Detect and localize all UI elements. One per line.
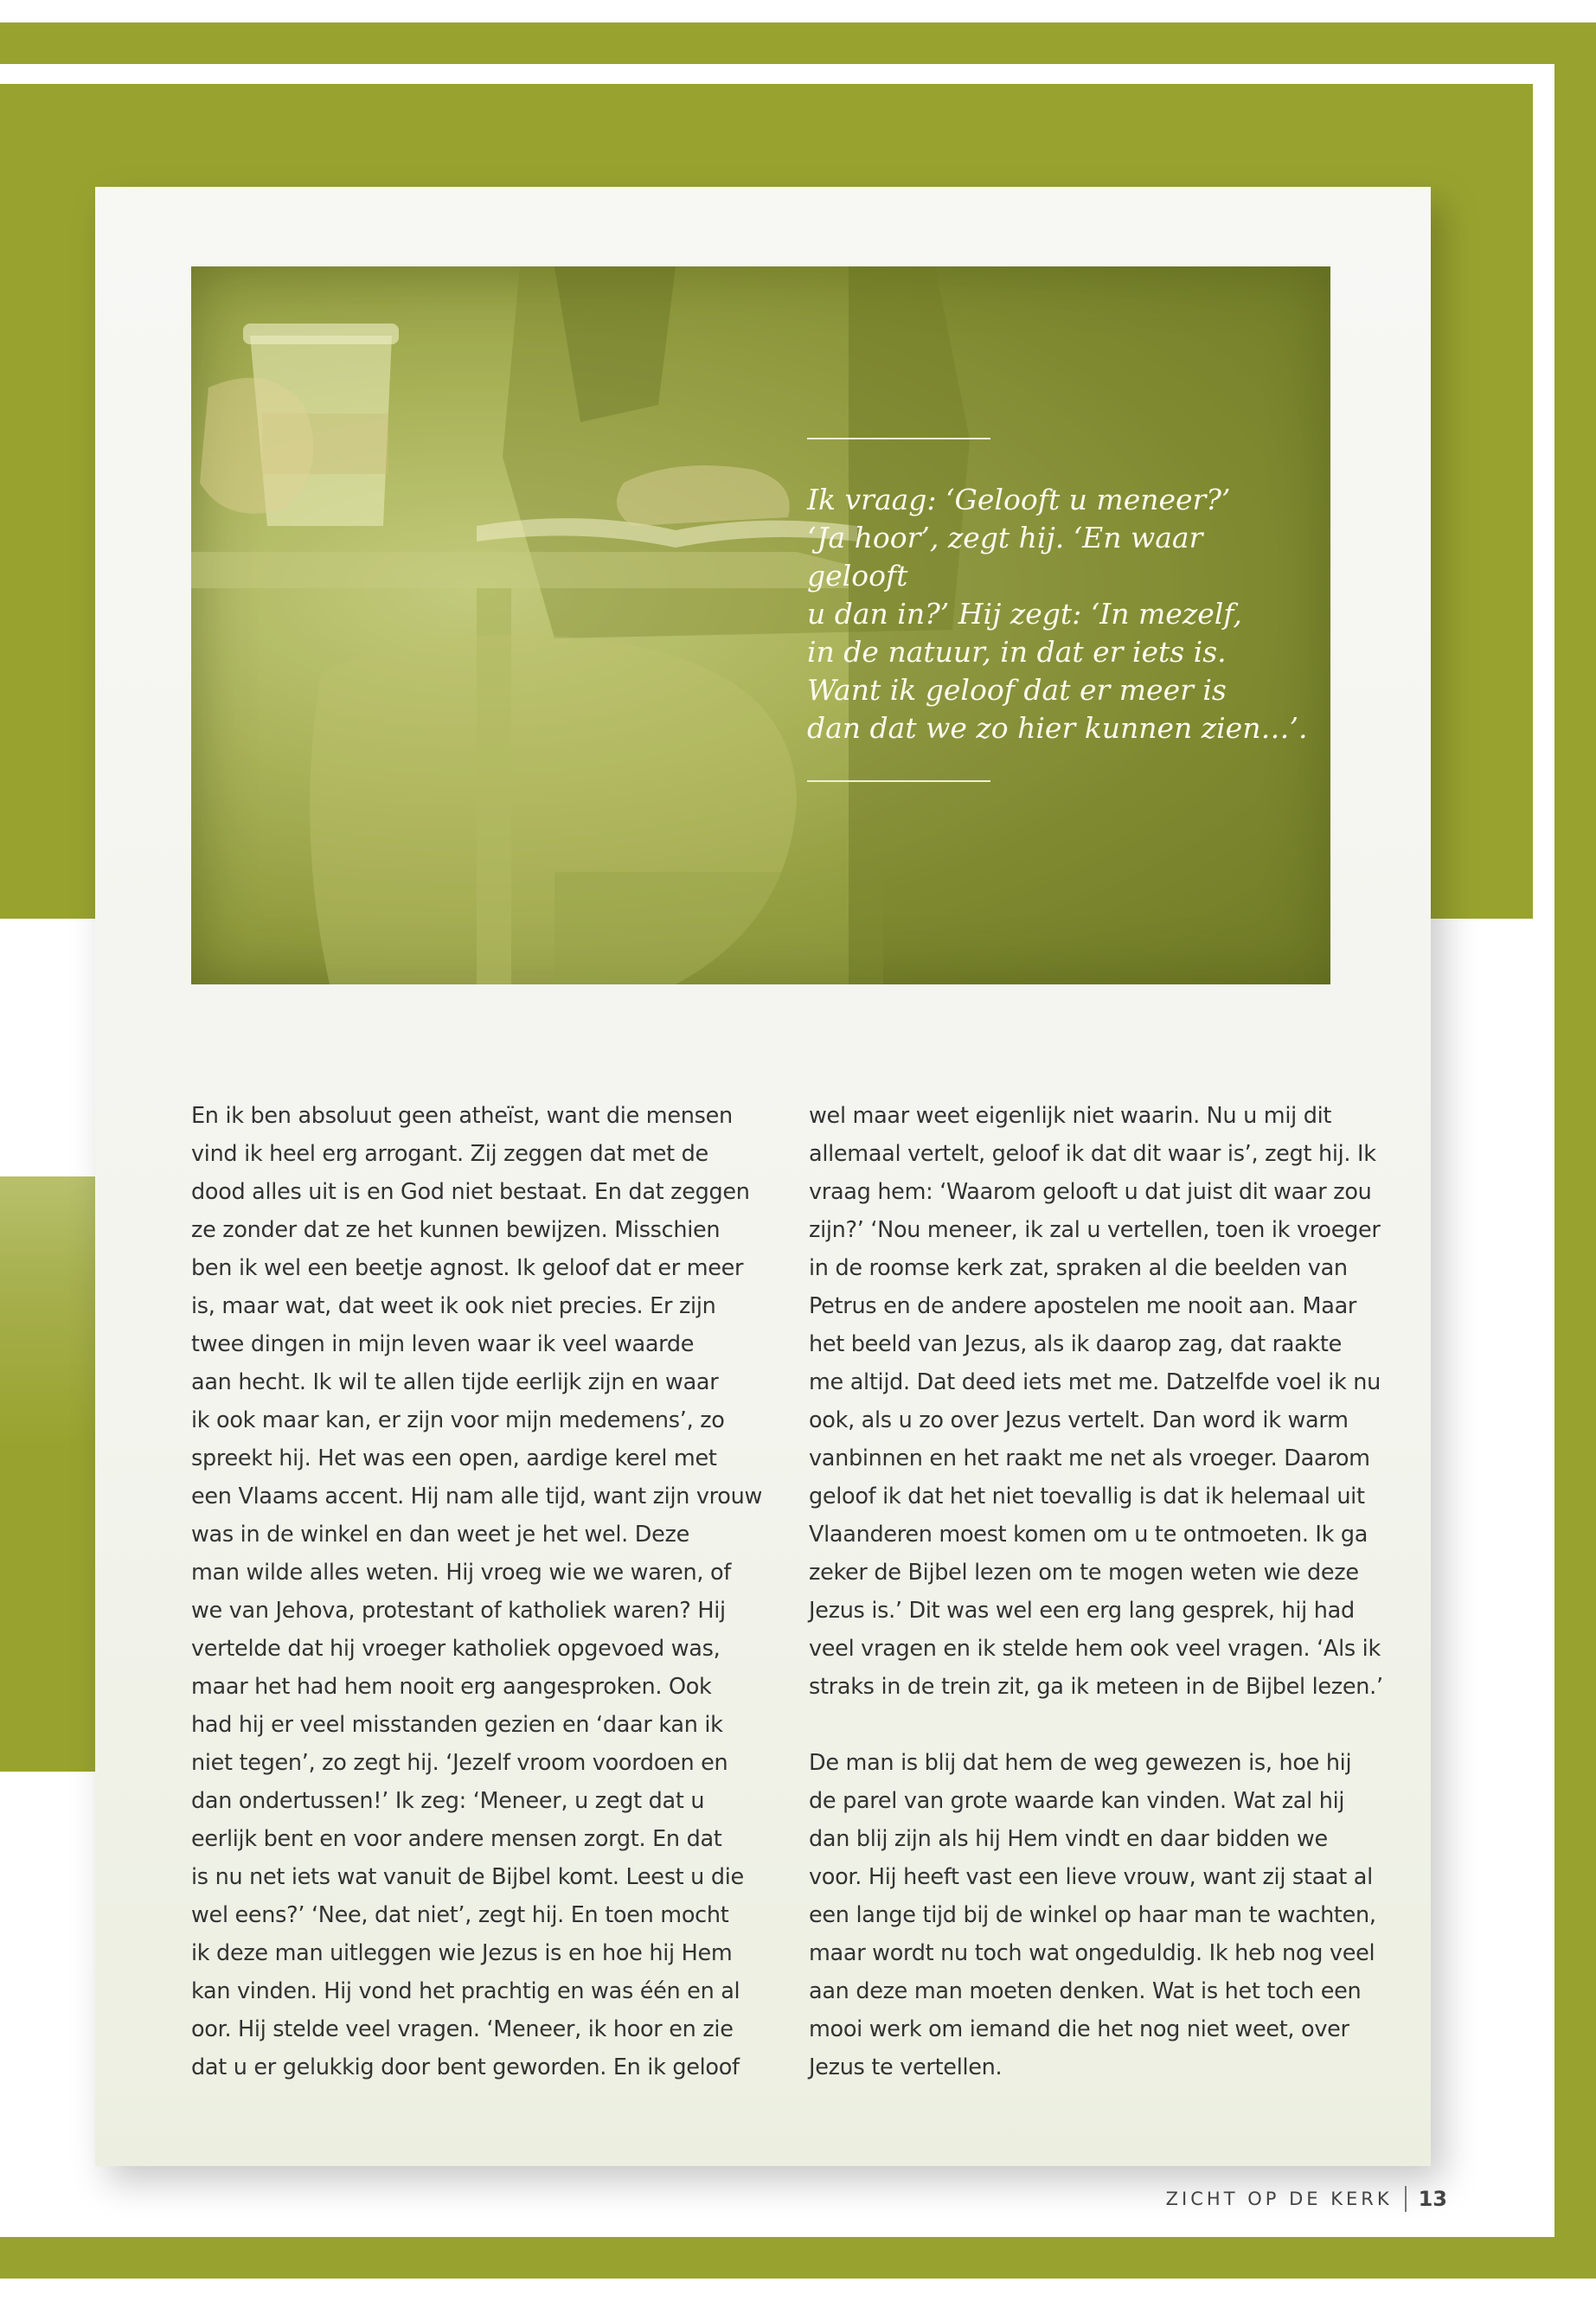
pull-quote: Ik vraag: ‘Gelooft u meneer?’ ‘Ja hoor’, zegt hij. ‘En waar gelooft u dan in?’ Hij zegt: ‘In mezelf, in de natuur, in dat er iets is. Want ik geloof dat er meer is dan dat we zo hier kunnen zien…’. [807, 483, 1308, 745]
article-column-right: wel maar weet eigenlijk niet waarin. Nu u mij dit allemaal vertelt, geloof ik dat dit waar is’, zegt hij. Ik vraag hem: ‘Waarom gelooft u dat juist dit waar zou zijn?’ ‘Nou meneer, ik zal u vertellen, toen ik vroeger in de roomse kerk zat, spraken al die beelden van Petrus en de andere apostelen me nooit aan. Maar het beeld van Jezus, als ik daarop zag, dat raakte me altijd. Dat deed iets met me. Datzelfde voel ik nu ook, als u zo over Jezus vertelt. Dan word ik warm vanbinnen en het raakt me net als vroeger. Daarom geloof ik dat het niet toevallig is dat ik helemaal uit Vlaanderen moest komen om u te ontmoeten. Ik ga zeker de Bijbel lezen om te mogen weten wie deze Jezus is.’ Dit was wel een erg lang gesprek, hij had veel vragen en ik stelde hem ook veel vragen. ‘Als ik straks in de trein zit, ga ik meteen in de Bijbel lezen.’ De man is blij dat hem de weg gewezen is, hoe hij de parel van grote waarde kan vinden. Wat zal hij dan blij zijn als hij Hem vindt en daar bidden we voor. Hij heeft vast een lieve vrouw, want zij staat al een lange tijd bij de winkel op haar man te wachten, maar wordt nu toch wat ongeduldig. Ik heb nog veel aan deze man moeten denken. Wat is het toch een mooi werk om iemand die het nog niet weet, over Jezus te vertellen. [809, 1103, 1383, 2080]
article-column-left: En ik ben absoluut geen atheïst, want die mensen vind ik heel erg arrogant. Zij zeggen dat met de dood alles uit is en God niet bestaat. En dat zeggen ze zonder dat ze het kunnen bewijzen. Misschien ben ik wel een beetje agnost. Ik geloof dat er meer is, maar wat, dat weet ik ook niet precies. Er zijn twee dingen in mijn leven waar ik veel waarde aan hecht. Ik wil te allen tijde eerlijk zijn en waar ik ook maar kan, er zijn voor mijn medemens’, zo spreekt hij. Het was een open, aardige kerel met een Vlaams accent. Hij nam alle tijd, want zijn vrouw was in de winkel en dan weet je het wel. Deze man wilde alles weten. Hij vroeg wie we waren, of we van Jehova, protestant of katholiek waren? Hij vertelde dat hij vroeger katholiek opgevoed was, maar het had hem nooit erg aangesproken. Ook had hij er veel misstanden gezien en ‘daar kan ik niet tegen’, zo zegt hij. ‘Jezelf vroom voordoen en dan ondertussen!’ Ik zeg: ‘Meneer, u zegt dat u eerlijk bent en voor andere mensen zorgt. En dat is nu net iets wat vanuit de Bijbel komt. Leest u die wel eens?’ ‘Nee, dat niet’, zegt hij. En toen mocht ik deze man uitleggen wie Jezus is en hoe hij Hem kan vinden. Hij vond het prachtig en was één en al oor. Hij stelde veel vragen. ‘Meneer, ik hoor en zie dat u er gelukkig door bent geworden. En ik geloof [191, 1103, 763, 2080]
quote-top-rule [807, 438, 990, 439]
right-green-frame [1554, 64, 1596, 2237]
footer-divider [1405, 2186, 1407, 2212]
bottom-green-band [0, 2237, 1596, 2279]
quote-bottom-rule [807, 780, 990, 782]
magazine-name: ZICHT OP DE KERK [1165, 2189, 1393, 2209]
left-green-strip [0, 1176, 95, 1772]
top-green-band [0, 22, 1596, 64]
page-footer [1166, 2182, 1447, 2216]
page-number: 13 [1418, 2187, 1447, 2211]
